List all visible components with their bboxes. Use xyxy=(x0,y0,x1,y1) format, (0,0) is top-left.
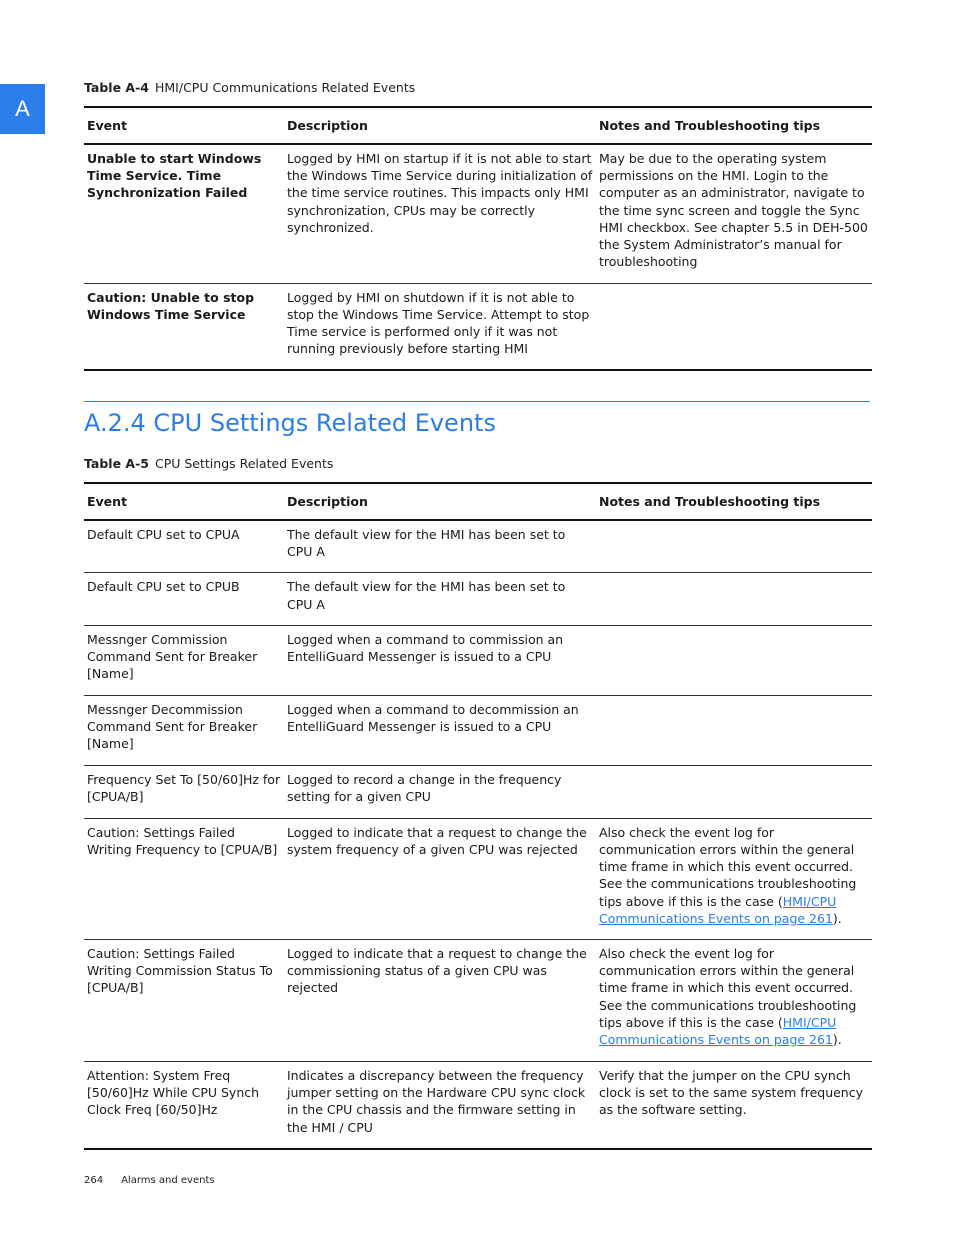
notes-text-end: ). xyxy=(832,910,842,926)
event-cell: Caution: Settings Failed Writing Commission Status To [CPUA/B] xyxy=(84,940,284,1062)
event-cell: Caution: Settings Failed Writing Frequency to [CPUA/B] xyxy=(84,818,284,939)
table-a5-caption-id: Table A-5 xyxy=(84,456,149,471)
table-row xyxy=(84,765,872,818)
event-cell: Caution: Unable to stop Windows Time Service xyxy=(84,283,284,370)
notes-cell: Verify that the jumper on the CPU synch clock is set to the same system frequency as the software setting. xyxy=(596,1062,872,1149)
table-row xyxy=(84,144,872,283)
section-divider xyxy=(84,401,870,402)
cross-reference-link[interactable]: HMI/CPU Communications Events on page 261 xyxy=(599,1014,837,1048)
description-cell: Logged to record a change in the frequency setting for a given CPU xyxy=(284,765,596,818)
table-a5 xyxy=(84,482,872,1150)
notes-cell xyxy=(596,940,872,1062)
column-header-description: Description xyxy=(284,483,596,520)
description-cell: Logged by HMI on shutdown if it is not able to stop the Windows Time Service. Attempt to stop Time service is performed only if it was not running previously before starting HMI xyxy=(284,283,596,370)
table-a4-caption xyxy=(84,80,415,95)
table-header-row xyxy=(84,483,872,520)
column-header-event: Event xyxy=(84,483,284,520)
table-row xyxy=(84,1062,872,1149)
table-a4-caption-id: Table A-4 xyxy=(84,80,149,95)
table-row xyxy=(84,625,872,695)
column-header-notes: Notes and Troubleshooting tips xyxy=(596,107,872,144)
table-row xyxy=(84,695,872,765)
event-cell: Unable to start Windows Time Service. Time Synchronization Failed xyxy=(84,144,284,283)
event-cell: Messnger Commission Command Sent for Breaker [Name] xyxy=(84,625,284,695)
table-row xyxy=(84,283,872,370)
page-footer xyxy=(84,1175,215,1186)
description-cell: Logged when a command to commission an EntelliGuard Messenger is issued to a CPU xyxy=(284,625,596,695)
notes-text: Also check the event log for communication errors within the general time frame in which this event occurred. See the communications troubleshooting tips above if this is the case ( xyxy=(599,824,857,909)
table-a5-caption xyxy=(84,456,333,471)
description-cell: The default view for the HMI has been set to CPU A xyxy=(284,573,596,625)
notes-cell xyxy=(596,695,872,765)
table-row xyxy=(84,520,872,573)
table-a4 xyxy=(84,106,872,371)
column-header-event: Event xyxy=(84,107,284,144)
description-cell: Logged to indicate that a request to change the commissioning status of a given CPU was rejected xyxy=(284,940,596,1062)
notes-cell xyxy=(596,765,872,818)
notes-cell: May be due to the operating system permissions on the HMI. Login to the computer as an administrator, navigate to the time sync screen and toggle the Sync HMI checkbox. See chapter 5.5 in DEH-500 the System Administrator’s manual for troubleshooting xyxy=(596,144,872,283)
description-cell: The default view for the HMI has been set to CPU A xyxy=(284,520,596,573)
table-row xyxy=(84,940,872,1062)
notes-text: Also check the event log for communication errors within the general time frame in which this event occurred. See the communications troubleshooting tips above if this is the case ( xyxy=(599,946,857,1030)
notes-cell xyxy=(596,283,872,370)
notes-cell xyxy=(596,818,872,939)
description-cell: Logged to indicate that a request to change the system frequency of a given CPU was rejected xyxy=(284,818,596,939)
notes-cell xyxy=(596,573,872,625)
section-heading: A.2.4 CPU Settings Related Events xyxy=(84,409,496,437)
column-header-notes: Notes and Troubleshooting tips xyxy=(596,483,872,520)
description-cell: Logged when a command to decommission an EntelliGuard Messenger is issued to a CPU xyxy=(284,695,596,765)
notes-cell xyxy=(596,625,872,695)
notes-cell xyxy=(596,520,872,573)
appendix-side-tab xyxy=(0,84,45,134)
table-row xyxy=(84,573,872,625)
description-cell: Logged by HMI on startup if it is not able to start the Windows Time Service during initialization of the time service routines. This impacts only HMI synchronization, CPUs may be correctly synchronized. xyxy=(284,144,596,283)
cross-reference-link[interactable]: HMI/CPU Communications Events on page 261 xyxy=(599,893,837,926)
event-cell: Attention: System Freq [50/60]Hz While CPU Synch Clock Freq [60/50]Hz xyxy=(84,1062,284,1149)
table-a5-caption-text: CPU Settings Related Events xyxy=(154,456,334,471)
page-number: 264 xyxy=(84,1175,104,1186)
event-cell: Default CPU set to CPUB xyxy=(84,573,284,625)
description-cell: Indicates a discrepancy between the frequency jumper setting on the Hardware CPU sync clock in the CPU chassis and the firmware setting in the HMI / CPU xyxy=(284,1062,596,1149)
appendix-side-tab-label: A xyxy=(15,96,30,121)
table-a4-caption-text: HMI/CPU Communications Related Events xyxy=(154,80,416,95)
event-cell: Frequency Set To [50/60]Hz for [CPUA/B] xyxy=(84,765,284,818)
footer-section-name: Alarms and events xyxy=(121,1175,215,1186)
table-row xyxy=(84,818,872,939)
event-cell: Default CPU set to CPUA xyxy=(84,520,284,573)
column-header-description: Description xyxy=(284,107,596,144)
notes-text-end: ). xyxy=(832,1032,842,1048)
event-cell: Messnger Decommission Command Sent for Breaker [Name] xyxy=(84,695,284,765)
table-header-row xyxy=(84,107,872,144)
